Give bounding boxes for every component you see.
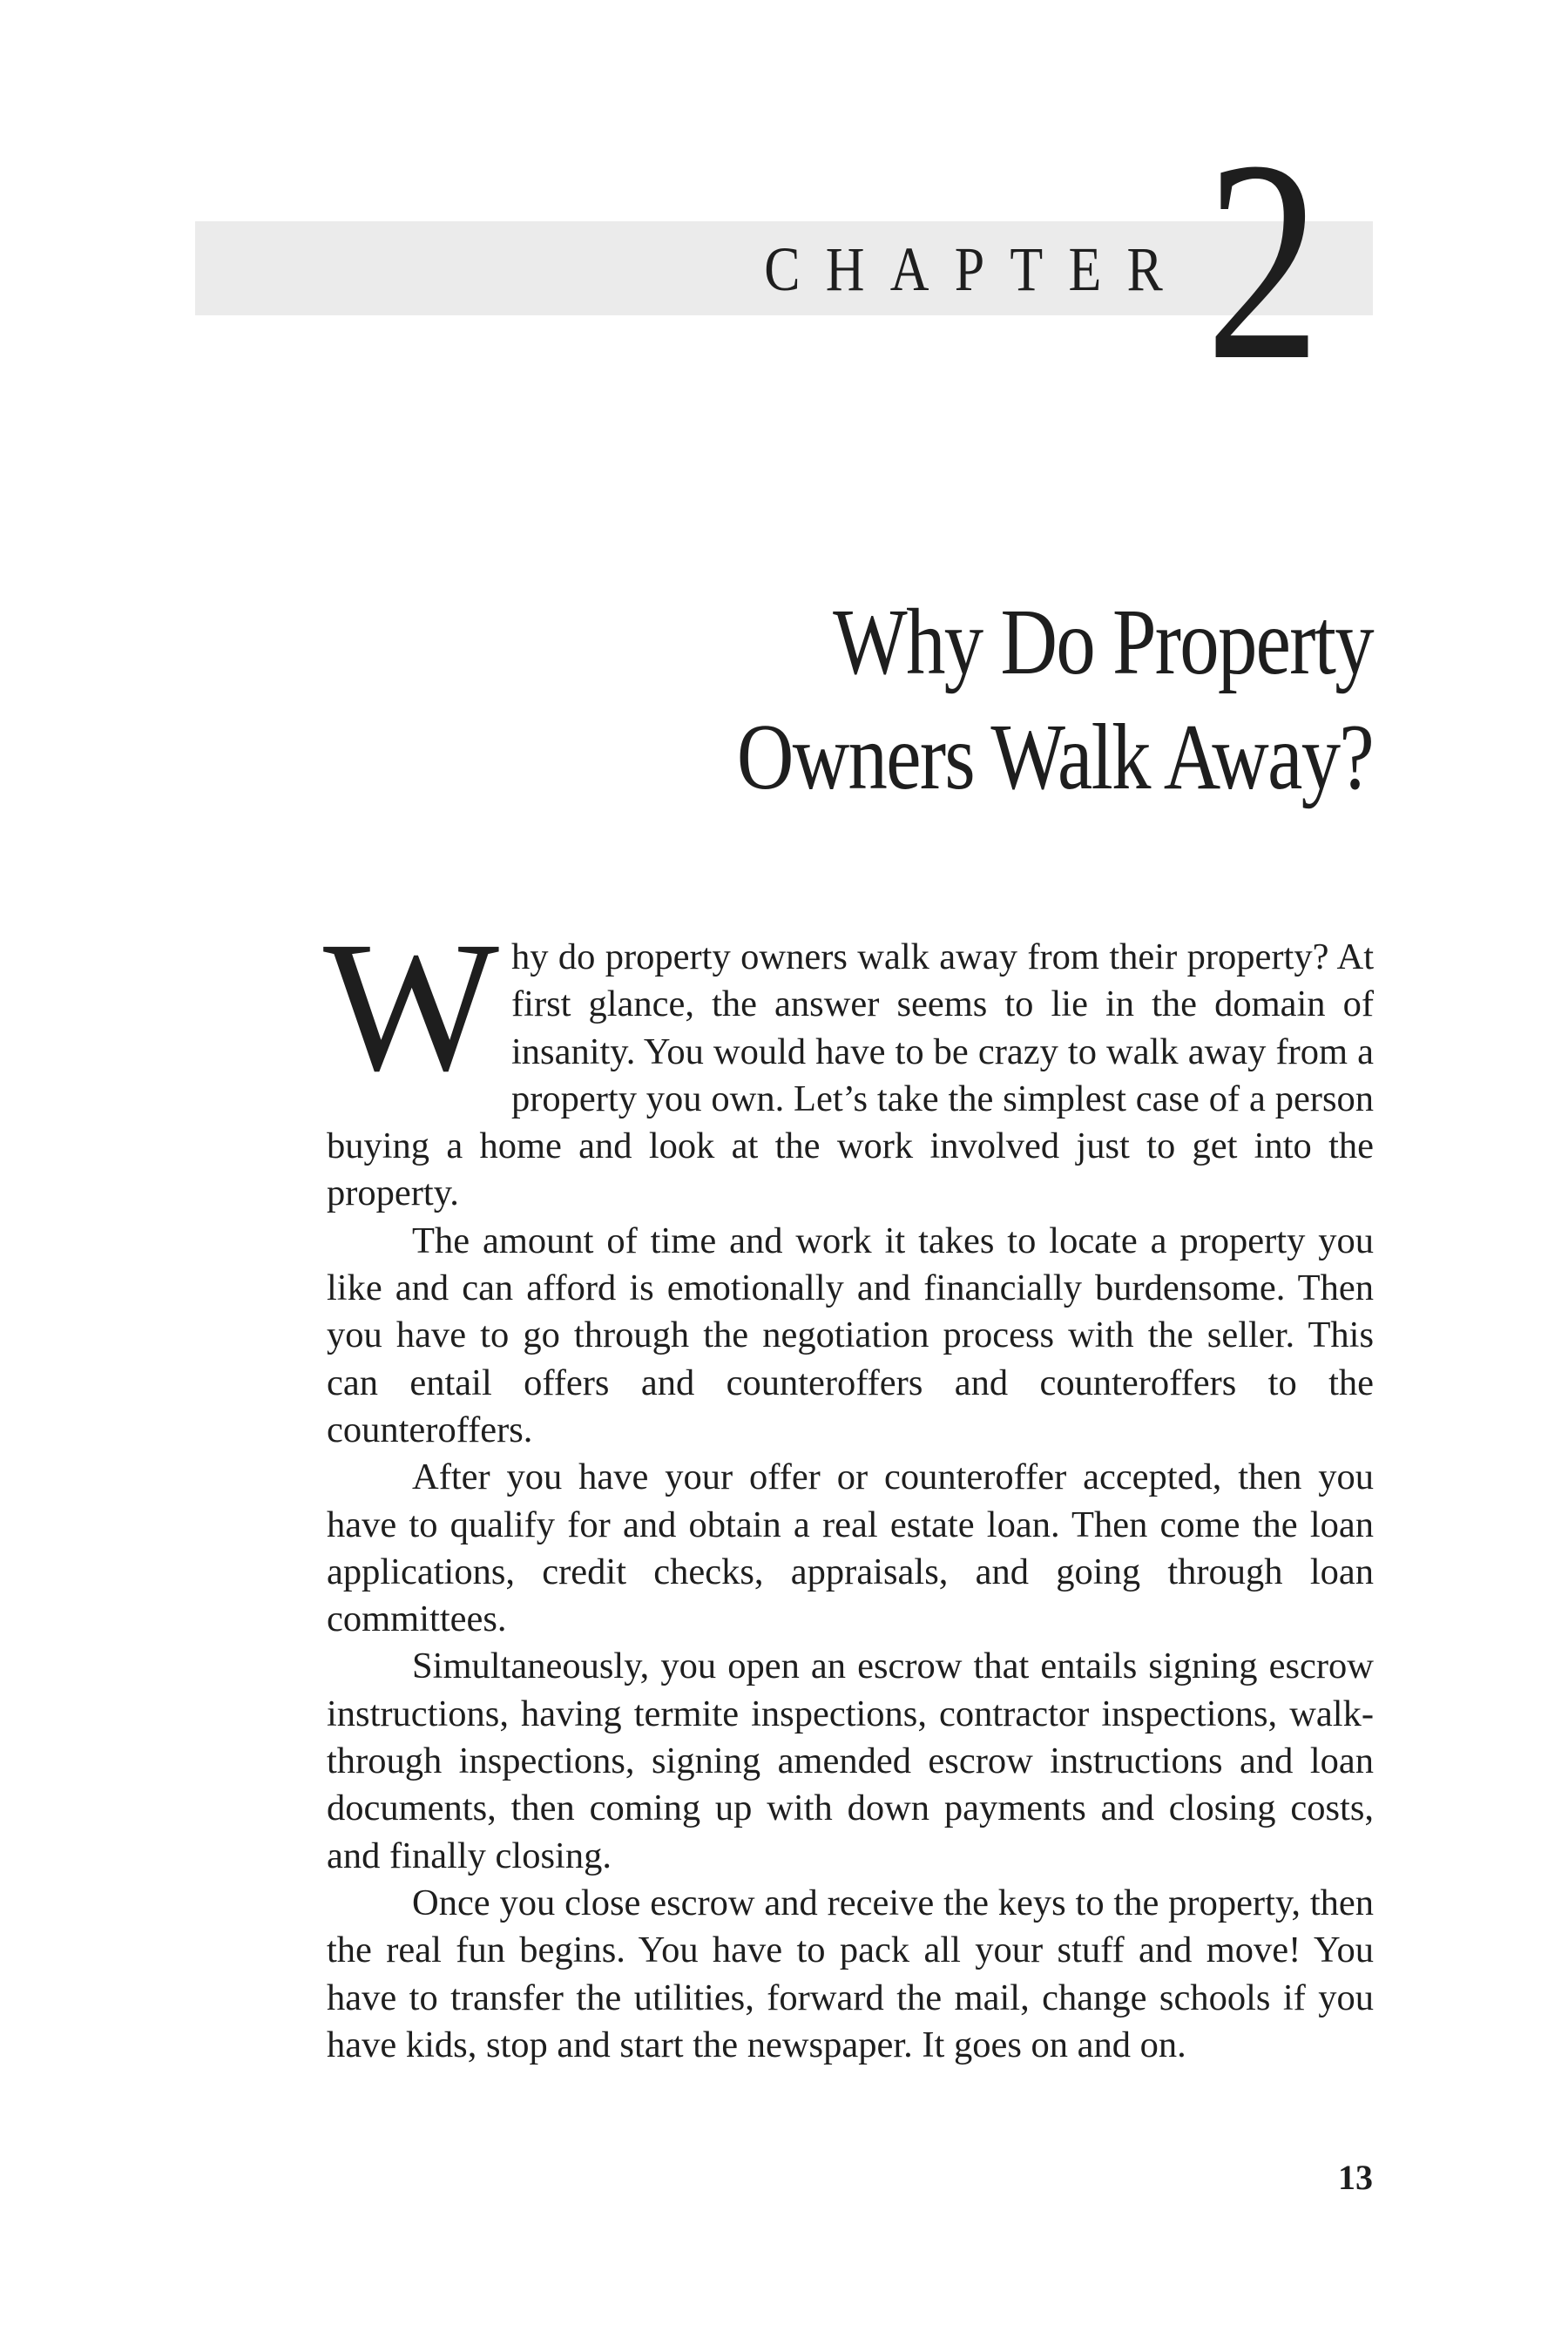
paragraph-5: Once you close escrow and receive the keys to the property, then the real fun begins. You have to pack all your stuff and move! You have to transfer the utilities, forward the mail, change schools if you have kids, stop and start the newspaper. It goes on and on.: [327, 1882, 1374, 2065]
paragraph-1-text: hy do property owners walk away from their property? At first glance, the answer seems to lie in the domain of insanity. You would have to be crazy to walk away from a property you own. Let’s take the simplest case of a person buying a home and look at the work involved just to get into the property.: [327, 936, 1374, 1214]
paragraph-4: Simultaneously, you open an escrow that entails signing escrow instructions, having termite inspections, contractor inspections, walk-through inspections, signing amended escrow instructions and loan documents, then coming up with down payments and closing costs, and finally closing.: [327, 1646, 1374, 1876]
chapter-title-line-2: Owners Walk Away?: [736, 706, 1373, 809]
page-number: 13: [1338, 2158, 1373, 2197]
paragraph-3: After you have your offer or counteroffer accepted, then you have to qualify for and obtain a real estate loan. Then come the loan applications, credit checks, appraisals, and going through loan committees.: [327, 1456, 1374, 1640]
paragraph-1: [323, 903, 1374, 1218]
chapter-label: CHAPTER: [764, 234, 1188, 304]
body-text: [323, 903, 1374, 2069]
paragraph-2: The amount of time and work it takes to locate a property you like and can afford is emotionally and financially burdensome. Then you have to go through the negotiation process with the seller. This can entail offers and counteroffers and counteroffers to the counteroffers.: [327, 1220, 1374, 1450]
chapter-number: 2: [1206, 102, 1321, 420]
chapter-title-line-1: Why Do Property: [833, 591, 1373, 694]
chapter-title: [415, 585, 1373, 815]
drop-cap: W: [323, 903, 499, 1110]
